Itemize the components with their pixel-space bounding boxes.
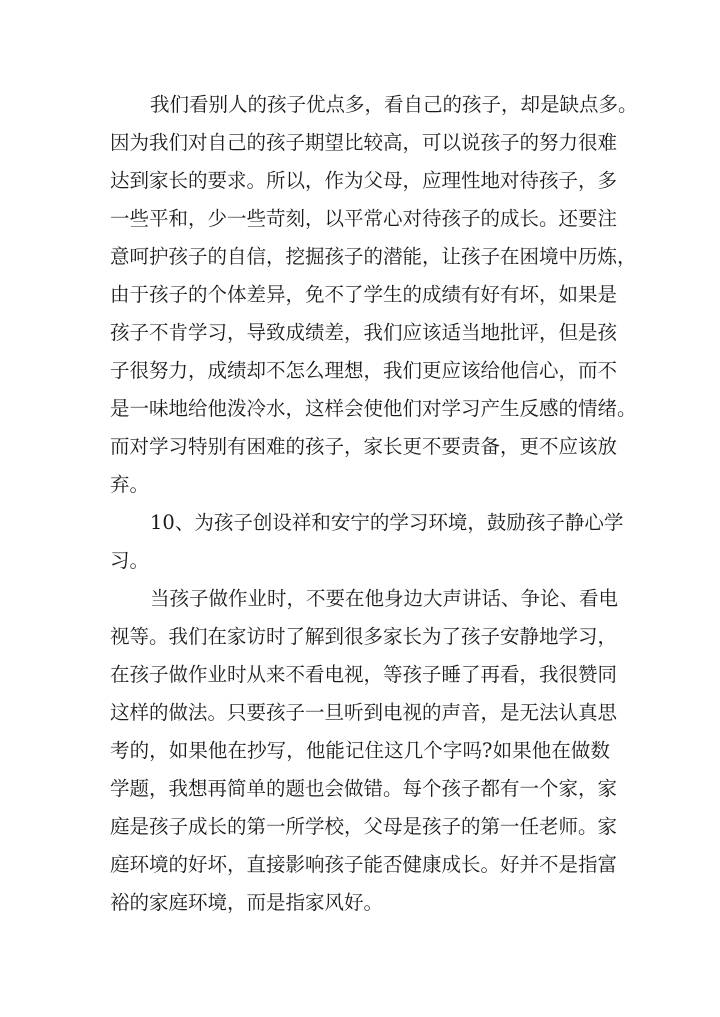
paragraph-2-line-1: 10、为孩子创设祥和安宁的学习环境，鼓励孩子静心学 <box>150 511 624 534</box>
paragraph-1-line-5: 意呵护孩子的自信，挖掘孩子的潜能，让孩子在困境中历炼， <box>110 245 637 268</box>
paragraph-1-line-6: 由于孩子的个体差异，免不了学生的成绩有好有坏，如果是 <box>110 283 618 306</box>
paragraph-3-line-3: 在孩子做作业时从来不看电视，等孩子睡了再看，我很赞同 <box>110 663 618 686</box>
body-text <box>110 86 638 922</box>
paragraph-3-line-7: 庭是孩子成长的第一所学校，父母是孩子的第一任老师。家 <box>110 815 618 838</box>
paragraph-2-line-2: 习。 <box>110 549 150 572</box>
paragraph-3-line-4: 这样的做法。只要孩子一旦听到电视的声音，是无法认真思 <box>110 701 618 724</box>
paragraph-1-line-10: 而对学习特别有困难的孩子，家长更不要责备，更不应该放 <box>110 435 618 458</box>
paragraph-1-line-2: 因为我们对自己的孩子期望比较高，可以说孩子的努力很难 <box>110 131 618 154</box>
paragraph-1-line-1: 我们看别人的孩子优点多，看自己的孩子，却是缺点多。 <box>150 93 638 116</box>
paragraph-1-line-4: 一些平和，少一些苛刻，以平常心对待孩子的成长。还要注 <box>110 207 618 230</box>
paragraph-3-line-2: 视等。我们在家访时了解到很多家长为了孩子安静地学习， <box>110 625 618 648</box>
paragraph-1-line-7: 孩子不肯学习，导致成绩差，我们应该适当地批评，但是孩 <box>110 321 618 344</box>
paragraph-1-line-8: 子很努力，成绩却不怎么理想，我们更应该给他信心，而不 <box>110 359 618 382</box>
paragraph-3-line-1: 当孩子做作业时，不要在他身边大声讲话、争论、看电 <box>150 587 619 610</box>
paragraph-3-line-9: 裕的家庭环境，而是指家风好。 <box>110 891 384 914</box>
paragraph-3-line-6: 学题，我想再简单的题也会做错。每个孩子都有一个家，家 <box>110 777 618 800</box>
paragraph-3-line-5: 考的，如果他在抄写，他能记住这几个字吗?如果他在做数 <box>110 739 610 762</box>
paragraph-3-line-8: 庭环境的好坏，直接影响孩子能否健康成长。好并不是指富 <box>110 853 618 876</box>
paragraph-1-line-9: 是一味地给他泼冷水，这样会使他们对学习产生反感的情绪。 <box>110 397 637 420</box>
paragraph-1-line-11: 弃。 <box>110 473 150 496</box>
paragraph-1-line-3: 达到家长的要求。所以，作为父母，应理性地对待孩子，多 <box>110 169 618 192</box>
